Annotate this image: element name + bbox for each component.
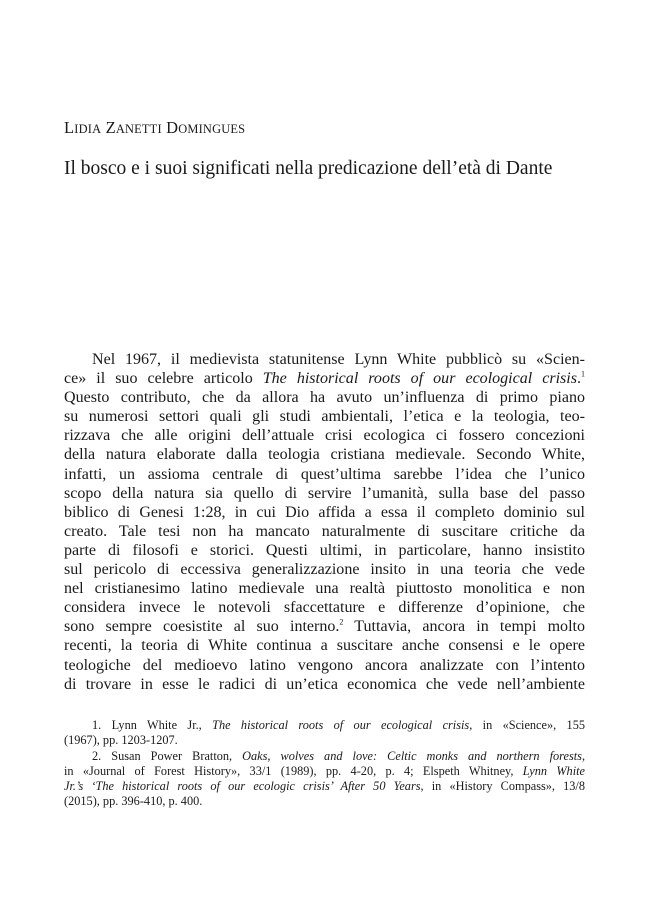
footnote-italic: The historical roots of our ecological crisis, xyxy=(212,718,473,732)
author-name xyxy=(64,118,245,138)
body-text-run: Tuttavia, ancora in tempi molto xyxy=(343,618,585,636)
body-text-run: ce» il suo celebre articolo xyxy=(64,370,263,388)
body-italic-title: The historical roots of our ecological crisis xyxy=(262,370,577,388)
body-line: biblico di Genesi 1:28, in cui Dio affida a essa il completo dominio sul xyxy=(64,503,585,521)
footnote-1 xyxy=(64,718,585,733)
body-line: considera invece le notevoli sfaccettature e differenze d’opinione, che xyxy=(64,599,585,617)
body-line: parte di filosofi e storici. Questi ultimi, in particolare, hanno insistito xyxy=(64,541,585,559)
footnote-text: , in «History Compass», 13/8 xyxy=(420,779,586,794)
body-line: creato. Tale tesi non ha mancato naturalmente di suscitare critiche da xyxy=(64,522,585,540)
footnote-italic: Jr.’s ‘The historical roots of our ecologic crisis’ After 50 Years xyxy=(64,779,421,794)
body-line: infatti, un assioma centrale di quest’ultima sarebbe l’idea che l’unico xyxy=(64,465,585,483)
footnote-text: in «Journal of Forest History», 33/1 (1989), pp. 4-20, p. 4; Elspeth Whitney, xyxy=(64,763,523,778)
body-line: Nel 1967, il medievista statunitense Lynn White pubblicò su «Scien- xyxy=(92,351,585,368)
body-line: Questo contributo, che da allora ha avuto un’influenza di primo piano xyxy=(64,389,585,407)
body-line: recenti, la teoria di White continua a suscitare anche consensi e le opere xyxy=(64,637,585,655)
body-paragraph xyxy=(64,350,585,694)
footnote-2-cont xyxy=(64,779,585,794)
footnote-2-cont: (2015), pp. 396-410, p. 400. xyxy=(64,794,203,809)
footnote-2 xyxy=(64,749,585,764)
footnote-text: 1. Lynn White Jr., xyxy=(92,718,213,732)
footnote-1-cont: (1967), pp. 1203-1207. xyxy=(64,733,178,748)
footnote-text: in «Science», 155 xyxy=(472,718,585,732)
body-line: sul pericolo di eccessiva generalizzazione insito in una teoria che vede xyxy=(64,561,585,579)
footnote-italic: Oaks, wolves and love: Celtic monks and northern forests xyxy=(242,748,582,763)
footnote-2-cont xyxy=(64,764,585,779)
author-first-rest: IDIA xyxy=(74,122,102,136)
footnote-text: , xyxy=(581,748,586,763)
body-line: della natura elaborate dalla teologia cristiana medievale. Secondo White, xyxy=(64,446,585,464)
author-first-initial: L xyxy=(64,118,75,137)
footnote-ref-1[interactable]: 1 xyxy=(581,369,585,379)
body-line: di trovare in esse le radici di un’etica economica che vede nell’ambiente xyxy=(64,675,585,693)
body-line xyxy=(64,617,585,636)
footnote-italic: Lynn White xyxy=(522,763,585,778)
author-middle-rest: ANETTI xyxy=(115,122,162,136)
author-last-rest: OMINGUES xyxy=(178,122,246,136)
body-line: su numerosi settori quali gli studi ambientali, l’etica e la teologia, teo- xyxy=(64,408,585,426)
body-line: rizzava che alle origini dell’attuale crisi ecologica ci fossero concezioni xyxy=(64,427,585,445)
footnotes xyxy=(64,718,585,810)
article-title: Il bosco e i suoi significati nella predicazione dell’età di Dante xyxy=(64,158,553,179)
body-line: teologiche del medioevo latino vengono ancora analizzate con l’intento xyxy=(64,656,585,674)
body-text-run: . xyxy=(576,370,581,388)
body-line: scopo della natura sia quello di servire l’umanità, sulla base del passo xyxy=(64,484,585,502)
body-line xyxy=(64,369,585,388)
author-middle-initial: Z xyxy=(105,118,116,137)
author-last-initial: D xyxy=(166,118,179,137)
body-text-run: sono sempre coesistite al suo interno. xyxy=(64,618,340,636)
footnote-text: 2. Susan Power Bratton, xyxy=(92,748,243,763)
body-line: nel cristianesimo latino medievale una realtà piuttosto monolitica e non xyxy=(64,580,585,598)
footnote-ref-2[interactable]: 2 xyxy=(339,617,344,627)
